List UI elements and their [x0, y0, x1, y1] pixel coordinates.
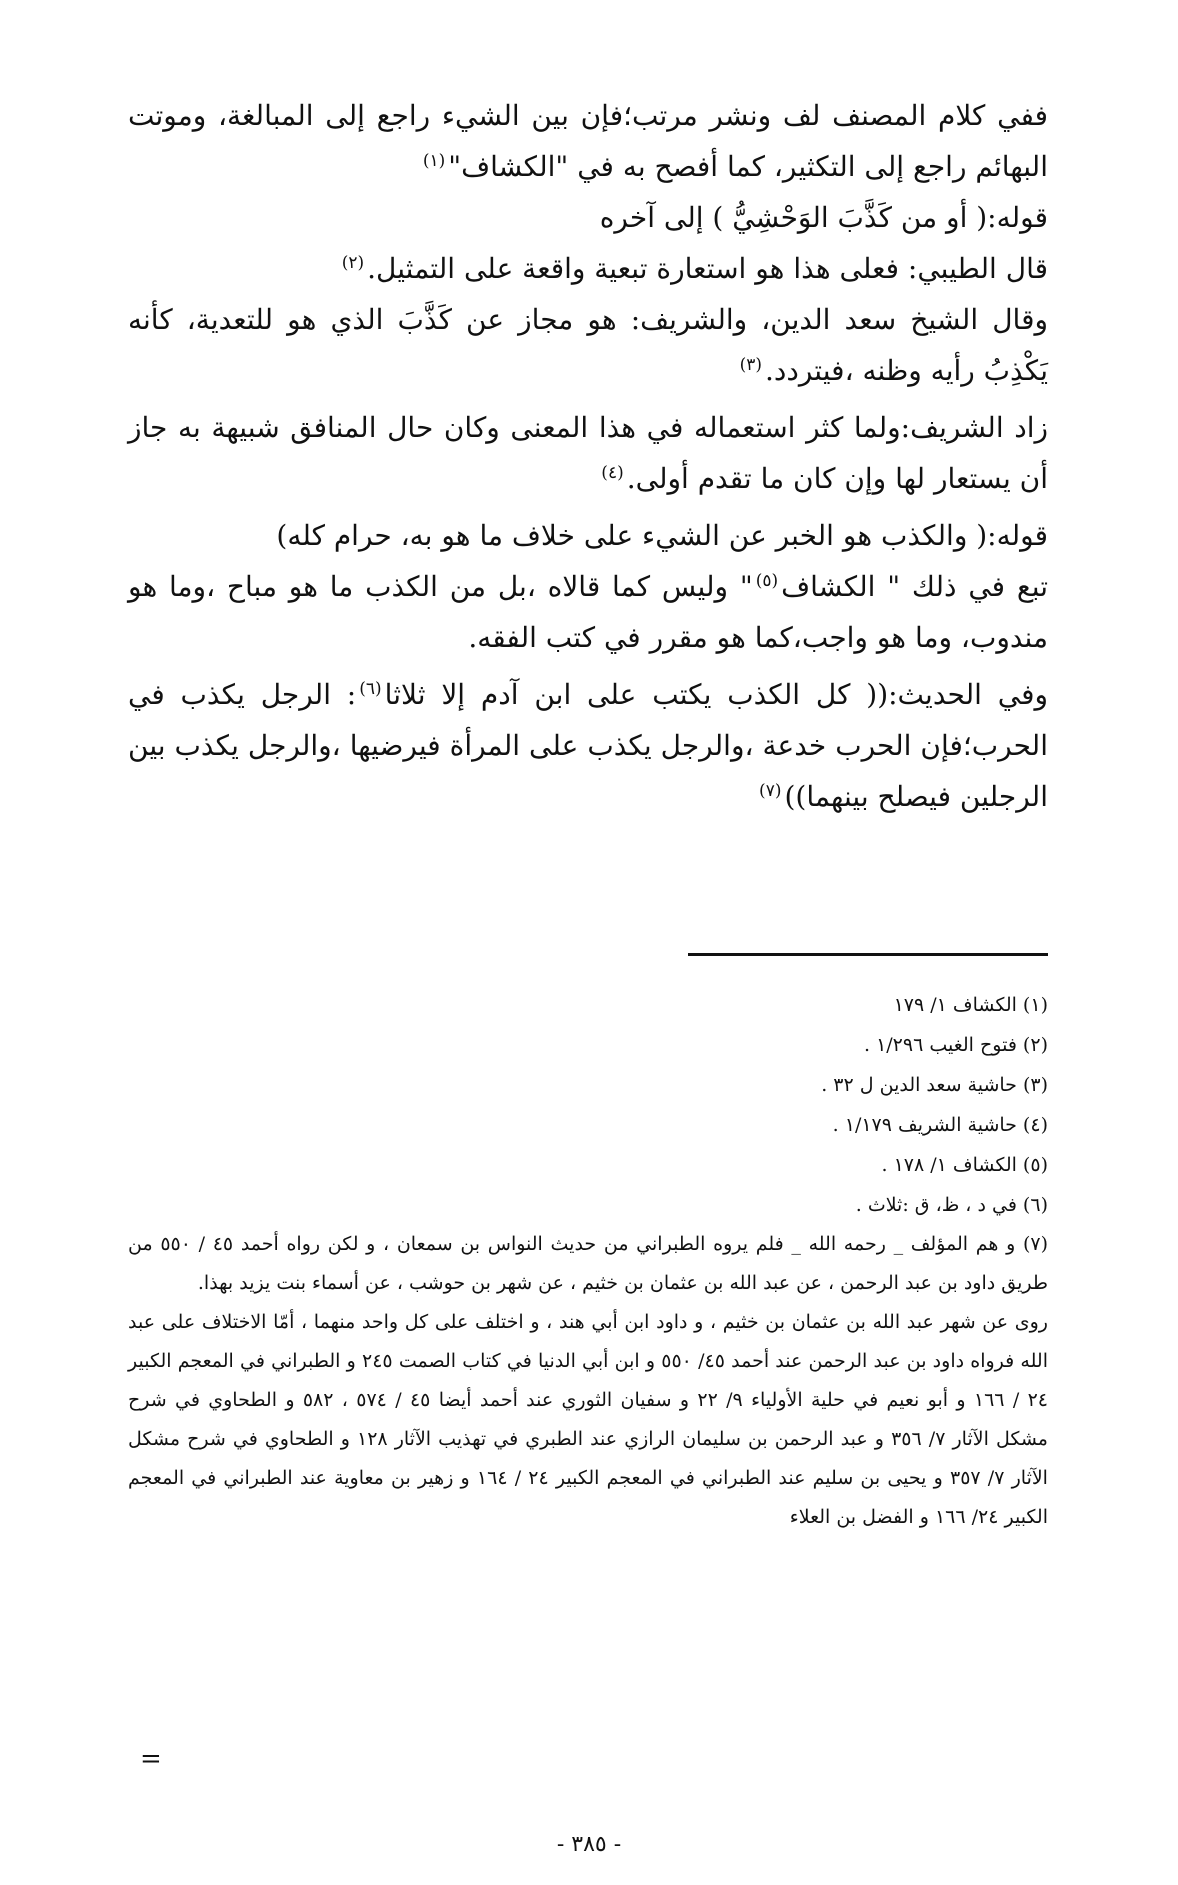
- paragraph-text: قال الطيبي: فعلى هذا هو استعارة تبعية واقعة على التمثيل.: [367, 252, 1048, 285]
- paragraph-7: [128, 561, 1048, 663]
- paragraph-1: [128, 90, 1048, 192]
- footnote-4: (٤) حاشية الشريف ١/١٧٩ .: [832, 1114, 1048, 1136]
- footnote-1: (١) الكشاف ١/ ١٧٩: [893, 994, 1048, 1016]
- paragraph-text: قوله:( والكذب هو الخبر عن الشيء على خلاف ما هو به، حرام كله): [276, 519, 1048, 552]
- footnote-marker: (٢): [341, 252, 365, 273]
- paragraph-text: زاد الشريف:ولما كثر استعماله في هذا المعنى وكان حال المنافق شبيهة به جاز أن يستعار لها وإن كان ما تقدم أولى.: [128, 411, 1048, 495]
- footnote-7-continued: روى عن شهر عبد الله بن عثمان بن خثيم ، و داود ابن أبي هند ، و اختلف على كل واحد منهما ، أمّا الاختلاف على عبد الله فرواه داود بن عبد الرحمن عند أحمد ٤٥/ ٥٥٠ و ابن أبي الدنيا في كتاب الصمت ٢٤٥ و الطبراني في المعجم الكبير ٢٤ / ١٦٦ و أبو نعيم في حلية الأولياء ٩/ ٢٢ و سفيان الثوري عند أحمد أيضا ٤٥ / ٥٧٤ ، ٥٨٢ و الطحاوي في شرح مشكل الآثار ٧/ ٣٥٦ و عبد الرحمن بن سليمان الرازي عند الطبري في تهذيب الآثار ١٢٨ و الطحاوي في شرح مشكل الآثار ٧/ ٣٥٧ و يحيى بن سليم عند الطبراني في المعجم الكبير ٢٤ / ١٦٤ و زهير بن معاوية عند الطبراني في المعجم الكبير ٢٤/ ١٦٦ و الفضل بن العلاء: [128, 1311, 1048, 1528]
- paragraph-2: [128, 192, 1048, 243]
- footnote-marker: (٥): [755, 570, 779, 591]
- footnote-3: (٣) حاشية سعد الدين ل ٣٢ .: [821, 1074, 1048, 1096]
- footnote-7: (٧) و هم المؤلف _ رحمه الله _ فلم يروه الطبراني من حديث النواس بن سمعان ، و لكن رواه أحمد ٤٥ / ٥٥٠ من طريق داود بن عبد الرحمن ، عن عبد الله بن عثمان بن خثيم ، عن شهر بن حوشب ، عن أسماء بنت يزيد بهذا.: [128, 1233, 1049, 1294]
- paragraph-text: " وليس كما قالاه ،بل من الكذب ما هو مباح ،وما هو مندوب، وما هو واجب،كما هو مقرر في كتب الفقه.: [128, 570, 1048, 654]
- footnote-2: (٢) فتوح الغيب ١/٢٩٦ .: [863, 1034, 1048, 1056]
- footnote-6: (٦) في د ، ظ، ق :ثلاث .: [855, 1194, 1048, 1216]
- main-text: [128, 90, 1048, 822]
- footnote-marker: (٧): [759, 780, 782, 801]
- footnote-marker: (١): [422, 150, 446, 171]
- paragraph-4: [128, 294, 1048, 396]
- footnote-marker: (٣): [739, 354, 762, 375]
- paragraph-text: ففي كلام المصنف لف ونشر مرتب؛فإن بين الشيء راجع إلى المبالغة، وموتت البهائم راجع إلى التكثير، كما أفصح به في "الكشاف": [128, 99, 1048, 183]
- paragraph-text: : الرجل يكذب في الحرب؛فإن الحرب خدعة ،والرجل يكذب على المرأة فيرضيها ،والرجل يكذب بين الرجلين فيصلح بينهما)): [128, 678, 1048, 813]
- paragraph-text: قوله:( أو من كَذَّبَ الوَحْشِيُّ ) إلى آخره: [599, 201, 1048, 234]
- footnote-separator: [688, 953, 1048, 956]
- paragraph-text: تبع في ذلك " الكشاف: [781, 570, 1048, 603]
- continuation-mark: =: [140, 1744, 162, 1774]
- paragraph-6: [128, 510, 1048, 561]
- paragraph-text: وقال الشيخ سعد الدين، والشريف: هو مجاز عن كَذَّبَ الذي هو للتعدية، كأنه يَكْذِبُ رأيه وظنه ،فيتردد.: [128, 303, 1048, 387]
- paragraph-text: وفي الحديث:(( كل الكذب يكتب على ابن آدم إلا ثلاثا: [384, 678, 1048, 711]
- footnotes: [128, 985, 1048, 1537]
- footnote-5: (٥) الكشاف ١/ ١٧٨ .: [881, 1154, 1048, 1176]
- footnote-marker: (٦): [359, 678, 382, 699]
- paragraph-8: [128, 669, 1048, 822]
- paragraph-5: [128, 402, 1048, 504]
- footnote-marker: (٤): [601, 462, 624, 483]
- paragraph-3: [128, 243, 1048, 294]
- page-number: - ٣٨٥ -: [556, 1832, 622, 1857]
